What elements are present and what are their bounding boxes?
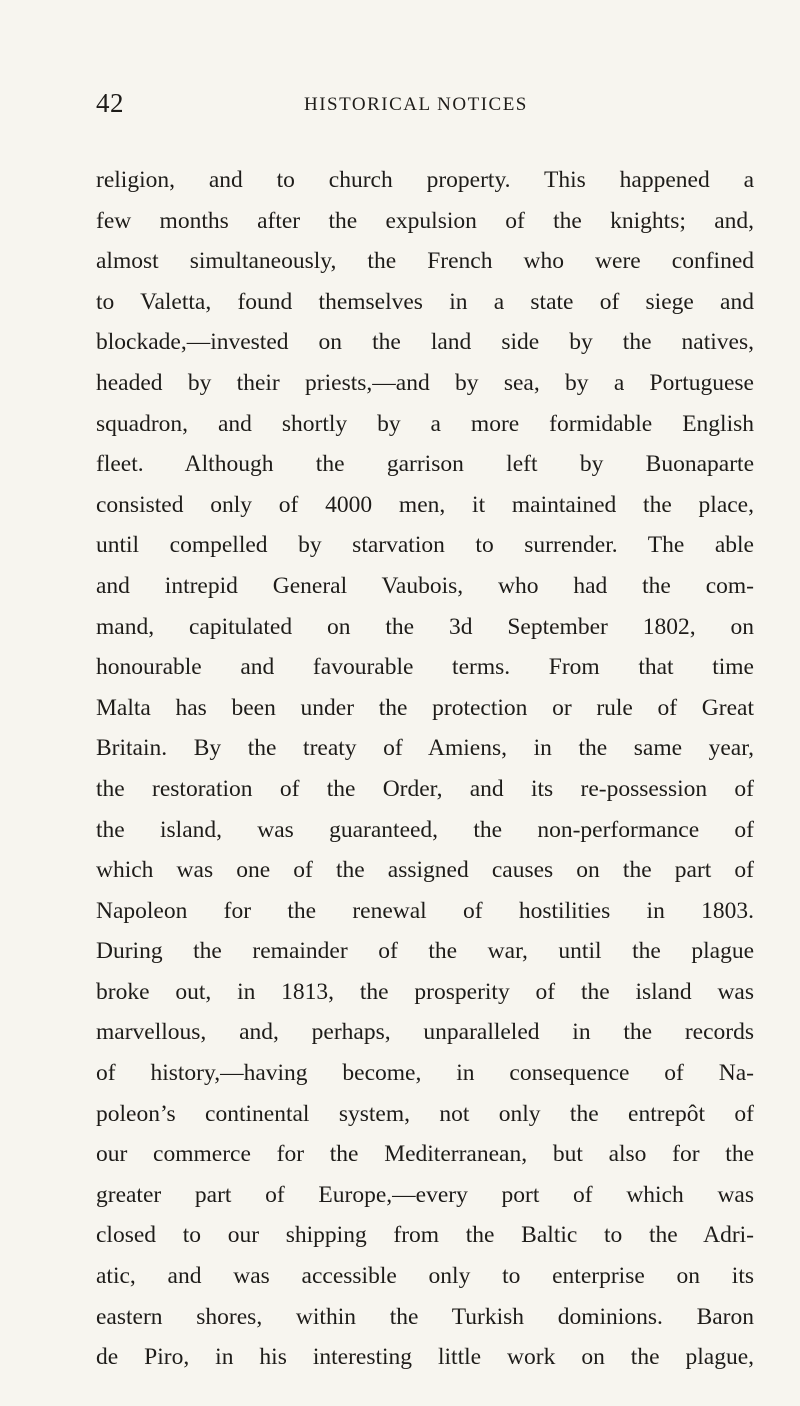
running-head bbox=[96, 88, 751, 128]
text-line: greater part of Europe,—every port of which was bbox=[96, 1181, 754, 1208]
text-line: atic, and was accessible only to enterprise on its bbox=[96, 1263, 754, 1290]
page-number: 42 bbox=[96, 88, 124, 118]
text-line: our commerce for the Mediterranean, but also for the bbox=[96, 1141, 754, 1168]
text-line: fleet. Although the garrison left by Buonaparte bbox=[96, 451, 754, 478]
text-line: the restoration of the Order, and its re-possession of bbox=[96, 775, 754, 802]
text-line: During the remainder of the war, until the plague bbox=[96, 938, 754, 965]
text-line: broke out, in 1813, the prosperity of the island was bbox=[96, 978, 754, 1005]
body-text bbox=[96, 160, 754, 1378]
text-line: mand, capitulated on the 3d September 1802, on bbox=[96, 613, 754, 640]
text-line: de Piro, in his interesting little work on the plague, bbox=[96, 1344, 754, 1371]
text-line: squadron, and shortly by a more formidable English bbox=[96, 410, 754, 437]
text-line: Napoleon for the renewal of hostilities in 1803. bbox=[96, 897, 754, 924]
text-line: Malta has been under the protection or rule of Great bbox=[96, 694, 754, 721]
text-line: consisted only of 4000 men, it maintained the place, bbox=[96, 491, 754, 518]
text-line: eastern shores, within the Turkish dominions. Baron bbox=[96, 1303, 754, 1330]
text-line: closed to our shipping from the Baltic to the Adri- bbox=[96, 1222, 754, 1249]
text-line: almost simultaneously, the French who were confined bbox=[96, 248, 754, 275]
text-line: few months after the expulsion of the knights; and, bbox=[96, 207, 754, 234]
text-line: headed by their priests,—and by sea, by a Portuguese bbox=[96, 369, 754, 396]
running-title: HISTORICAL NOTICES bbox=[304, 94, 528, 115]
text-line: poleon’s continental system, not only the entrepôt of bbox=[96, 1100, 754, 1127]
text-line: blockade,—invested on the land side by the natives, bbox=[96, 329, 754, 356]
text-line: of history,—having become, in consequence of Na- bbox=[96, 1060, 754, 1087]
text-line: which was one of the assigned causes on the part of bbox=[96, 857, 754, 884]
text-line: the island, was guaranteed, the non-performance of bbox=[96, 816, 754, 843]
text-line: to Valetta, found themselves in a state of siege and bbox=[96, 288, 754, 315]
text-line: and intrepid General Vaubois, who had the com- bbox=[96, 572, 754, 599]
text-line: Britain. By the treaty of Amiens, in the same year, bbox=[96, 735, 754, 762]
text-line: marvellous, and, perhaps, unparalleled in the records bbox=[96, 1019, 754, 1046]
text-line: until compelled by starvation to surrender. The able bbox=[96, 532, 754, 559]
text-line: religion, and to church property. This happened a bbox=[96, 167, 754, 193]
text-line: honourable and favourable terms. From that time bbox=[96, 654, 754, 681]
